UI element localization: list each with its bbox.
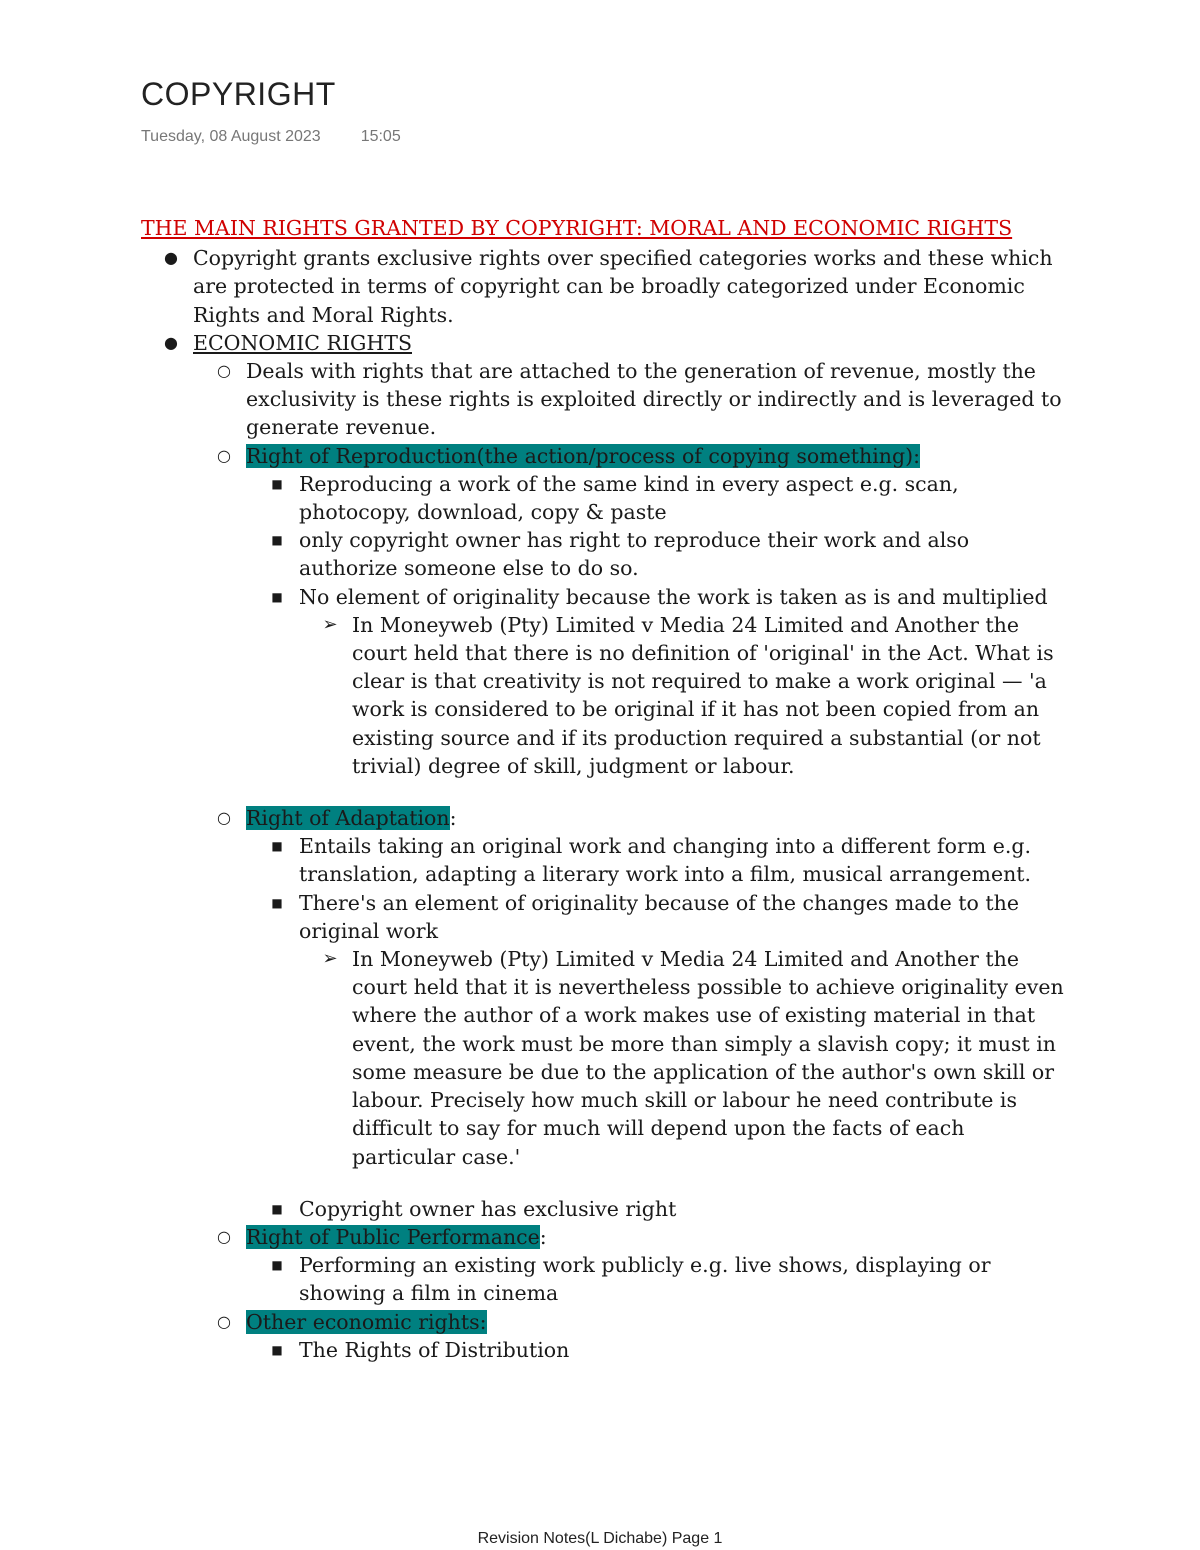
square-bullet-icon: ■: [271, 533, 283, 548]
list-item: [271, 889, 1071, 945]
list-item: [217, 1308, 1071, 1336]
spacer: [141, 780, 1071, 804]
adaptation-point: Entails taking an original work and changing into a different form e.g. translation, adapting a literary work into a film, musical arrangement.: [299, 834, 1032, 887]
spacer: [141, 1171, 1071, 1195]
circle-bullet-icon: ○: [217, 808, 231, 828]
reproduction-point: only copyright owner has right to reproduce their work and also authorize someone else to do so.: [299, 528, 970, 581]
list-item: [217, 442, 1071, 470]
performance-label: Right of Public Performance: [246, 1224, 540, 1249]
list-item: [271, 832, 1071, 888]
square-bullet-icon: ■: [271, 1258, 283, 1273]
list-item: [164, 329, 1071, 357]
circle-bullet-icon: ○: [217, 1311, 231, 1331]
list-item: [164, 244, 1071, 329]
adaptation-point: There's an element of originality because of the changes made to the original work: [299, 890, 1019, 943]
page-time: 15:05: [360, 128, 401, 145]
reproduction-point: No element of originality because the work is taken as is and multiplied: [299, 584, 1048, 609]
arrow-bullet-icon: ➢: [322, 948, 338, 970]
list-item: [271, 470, 1071, 526]
adaptation-label: Right of Adaptation: [246, 806, 450, 831]
circle-bullet-icon: ○: [217, 445, 231, 465]
list-item: [217, 1223, 1071, 1251]
list-item: [271, 526, 1071, 582]
page-footer: Revision Notes(L Dichabe) Page 1: [477, 1530, 723, 1547]
square-bullet-icon: ■: [271, 589, 283, 604]
intro-text: Copyright grants exclusive rights over specified categories works and these which are protected in terms of copyright can be broadly categorized under Economic Rights and Moral Rights.: [193, 246, 1053, 327]
reproduction-case: In Moneyweb (Pty) Limited v Media 24 Limited and Another the court held that there is no definition of 'original' in the Act. What is clear is that creativity is not required to make a work original — 'a work is considered to be original if it has not been copied from an existing source and if its production required a substantial (or not trivial) degree of skill, judgment or labour.: [352, 612, 1054, 778]
square-bullet-icon: ■: [271, 476, 283, 491]
circle-bullet-icon: ○: [217, 1226, 231, 1246]
list-item: [322, 611, 1071, 780]
page-title: COPYRIGHT: [141, 76, 336, 112]
disc-bullet-icon: ●: [164, 248, 178, 268]
reproduction-point: Reproducing a work of the same kind in every aspect e.g. scan, photocopy, download, copy & paste: [299, 471, 959, 525]
list-item: [271, 1336, 1071, 1364]
note-body: [141, 214, 1071, 1364]
list-item: [217, 804, 1071, 832]
page-date: Tuesday, 08 August 2023: [141, 128, 321, 145]
performance-point: Performing an existing work publicly e.g. live shows, displaying or showing a film in cinema: [299, 1253, 991, 1306]
reproduction-label: Right of Reproduction(the action/process of copying something):: [246, 443, 920, 468]
section-heading: THE MAIN RIGHTS GRANTED BY COPYRIGHT: MORAL AND ECONOMIC RIGHTS: [141, 216, 1013, 240]
list-item: [322, 945, 1071, 1171]
other-rights-point: The Rights of Distribution: [299, 1337, 570, 1362]
list-item: [271, 1195, 1071, 1223]
square-bullet-icon: ■: [271, 1342, 283, 1357]
list-item: [271, 1251, 1071, 1307]
adaptation-suffix: :: [449, 806, 457, 831]
performance-suffix: :: [539, 1224, 547, 1249]
page-meta: [141, 128, 401, 146]
economic-rights-desc: Deals with rights that are attached to the generation of revenue, mostly the exclusivity is these rights is exploited directly or indirectly and is leveraged to generate revenue.: [246, 359, 1062, 440]
square-bullet-icon: ■: [271, 839, 283, 854]
other-rights-label: Other economic rights:: [246, 1309, 487, 1334]
list-item: [217, 357, 1071, 442]
circle-bullet-icon: ○: [217, 361, 231, 381]
disc-bullet-icon: ●: [164, 332, 178, 352]
square-bullet-icon: ■: [271, 1201, 283, 1216]
adaptation-case: In Moneyweb (Pty) Limited v Media 24 Limited and Another the court held that it is nevertheless possible to achieve originality even where the author of a work makes use of existing material in that event, the work must be more than simply a slavish copy; it must in some measure be due to the application of the author's own skill or labour. Precisely how much skill or labour he need contribute is difficult to say for much will depend upon the facts of each particular case.': [352, 947, 1064, 1169]
arrow-bullet-icon: ➢: [322, 613, 338, 635]
adaptation-after: Copyright owner has exclusive right: [299, 1196, 677, 1221]
square-bullet-icon: ■: [271, 895, 283, 910]
economic-rights-label: ECONOMIC RIGHTS: [193, 330, 412, 355]
list-item: [271, 583, 1071, 611]
